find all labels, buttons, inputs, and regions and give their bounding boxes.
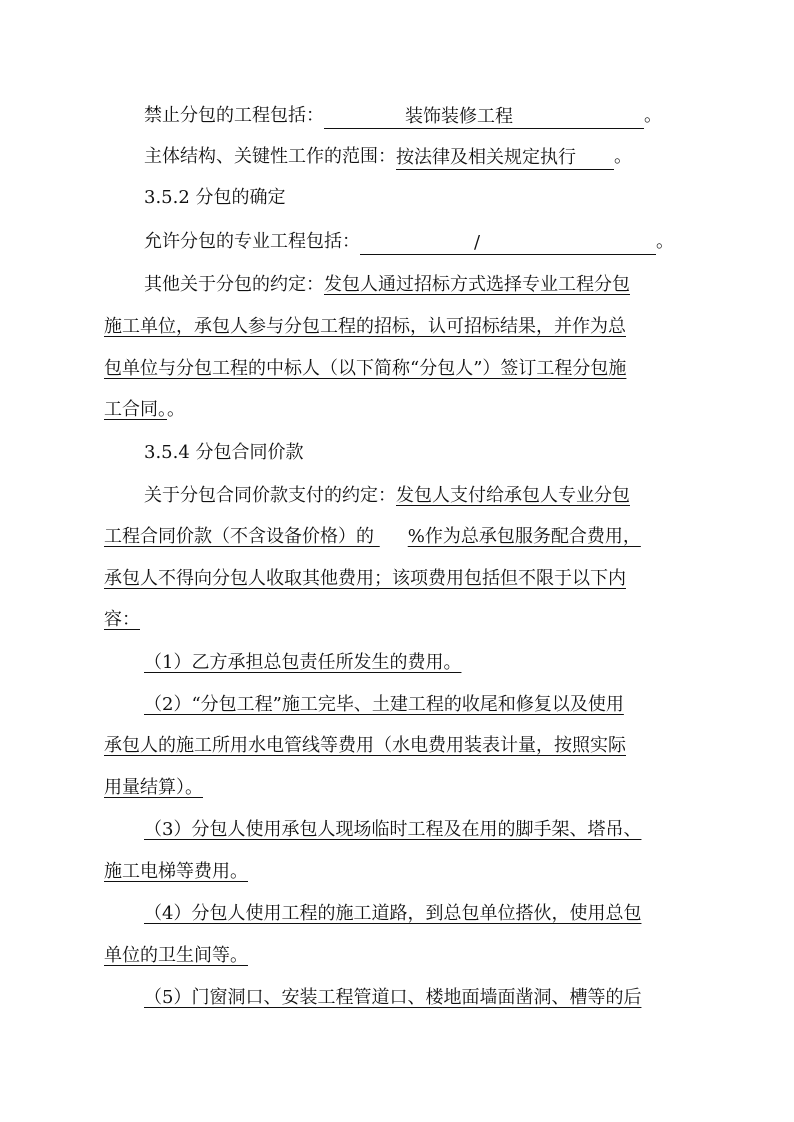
other-agreement-end: 。 (167, 399, 185, 420)
item-2-line-3: 用量结算）。 (104, 777, 203, 798)
other-agreement-line-2: 施工单位，承包人参与分包工程的招标，认可招标结果，并作为总 (104, 316, 626, 337)
payment-agreement-label: 关于分包合同价款支付的约定： (144, 485, 396, 506)
forbidden-subcontract-label: 禁止分包的工程包括： (144, 105, 324, 126)
item-5-line-1: （5）门窗洞口、安装工程管道口、楼地面墙面凿洞、槽等的后 (144, 987, 642, 1008)
item-3-line-1: （3）分包人使用承包人现场临时工程及在用的脚手架、塔吊、 (144, 819, 642, 840)
section-3-5-2-heading: 3.5.2 分包的确定 (144, 187, 286, 208)
payment-agreement-text-1: 发包人支付给承包人专业分包 (396, 485, 630, 506)
item-2-line-1: （2）“分包工程”施工完毕、土建工程的收尾和修复以及使用 (144, 694, 624, 715)
other-agreement-text-4: 工合同。 (104, 399, 167, 420)
item-2-line-2: 承包人的施工所用水电管线等费用（水电费用装表计量，按照实际 (104, 735, 626, 756)
item-1-line-1: （1）乙方承担总包责任所发生的费用。 (144, 652, 462, 673)
main-structure-end: 。 (614, 146, 632, 167)
payment-agreement-line-2 (104, 524, 641, 550)
allowed-subcontract-line (144, 229, 674, 255)
section-3-5-4-heading: 3.5.4 分包合同价款 (144, 442, 304, 463)
main-structure-blank (396, 145, 614, 170)
allowed-subcontract-blank (360, 230, 656, 255)
allowed-subcontract-end: 。 (656, 231, 674, 252)
other-agreement-text-1: 发包人通过招标方式选择专业工程分包 (324, 274, 630, 295)
other-agreement-label: 其他关于分包的约定： (144, 274, 324, 295)
main-structure-label: 主体结构、关键性工作的范围： (144, 146, 396, 167)
allowed-subcontract-label: 允许分包的专业工程包括： (144, 231, 360, 252)
payment-agreement-line-3: 承包人不得向分包人收取其他费用；该项费用包括但不限于以下内 (104, 568, 626, 589)
forbidden-subcontract-value: 装饰装修工程 (405, 106, 513, 127)
item-4-line-1: （4）分包人使用工程的施工道路，到总包单位搭伙，使用总包 (144, 903, 642, 924)
other-agreement-line-4 (104, 397, 185, 423)
payment-agreement-line-1 (144, 483, 630, 509)
payment-agreement-line-4: 容： (104, 609, 140, 630)
main-structure-line (144, 144, 632, 170)
forbidden-subcontract-end: 。 (644, 105, 662, 126)
payment-agreement-text-2b: %作为总承包服务配合费用， (407, 526, 641, 547)
forbidden-subcontract-blank (324, 104, 644, 129)
forbidden-subcontract-line (144, 103, 662, 129)
other-agreement-line-1 (144, 272, 630, 298)
payment-agreement-text-2a: 工程合同价款（不含设备价格）的 (104, 526, 380, 547)
item-3-line-2: 施工电梯等费用。 (104, 861, 248, 882)
other-agreement-line-3: 包单位与分包工程的中标人（以下简称“分包人”）签订工程分包施 (104, 358, 627, 379)
main-structure-value: 按法律及相关规定执行 (396, 147, 576, 168)
allowed-subcontract-value: / (474, 232, 481, 253)
item-4-line-2: 单位的卫生间等。 (104, 945, 248, 966)
